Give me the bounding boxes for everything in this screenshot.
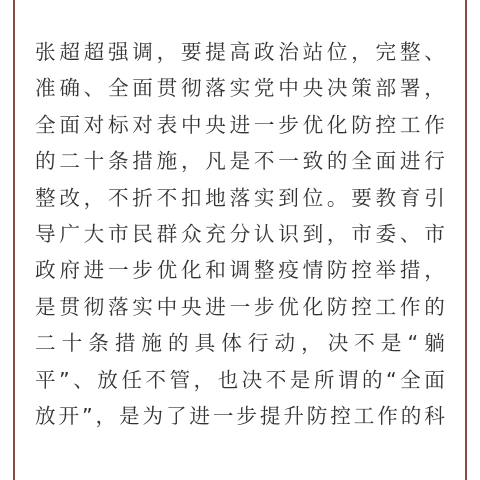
article-line: 是贯彻落实中央进一步优化防控工作的 (35, 294, 445, 319)
article-line: 准确、全面贯彻落实党中央决策部署， (35, 76, 445, 101)
article-line: 导广大市民群众充分认识到，市委、市 (35, 221, 445, 246)
article-line: 政府进一步优化和调整疫情防控举措， (35, 258, 445, 283)
article-line: 放开”，是为了进一步提升防控工作的科 (35, 403, 445, 428)
article-line: 的二十条措施，凡是不一致的全面进行 (35, 149, 445, 174)
article-line: 全面对标对表中央进一步优化防控工作 (35, 112, 445, 137)
article-line: 张超超强调，要提高政治站位，完整、 (35, 40, 445, 64)
article-line: 二十条措施的具体行动，决不是“躺 (35, 331, 445, 356)
article-line: 平”、放任不管，也决不是所谓的“全面 (35, 367, 445, 392)
left-border-line (13, 0, 15, 480)
article-line: 整改，不折不扣地落实到位。要教育引 (35, 185, 445, 210)
article-body (35, 34, 445, 434)
right-border-line (465, 0, 467, 480)
